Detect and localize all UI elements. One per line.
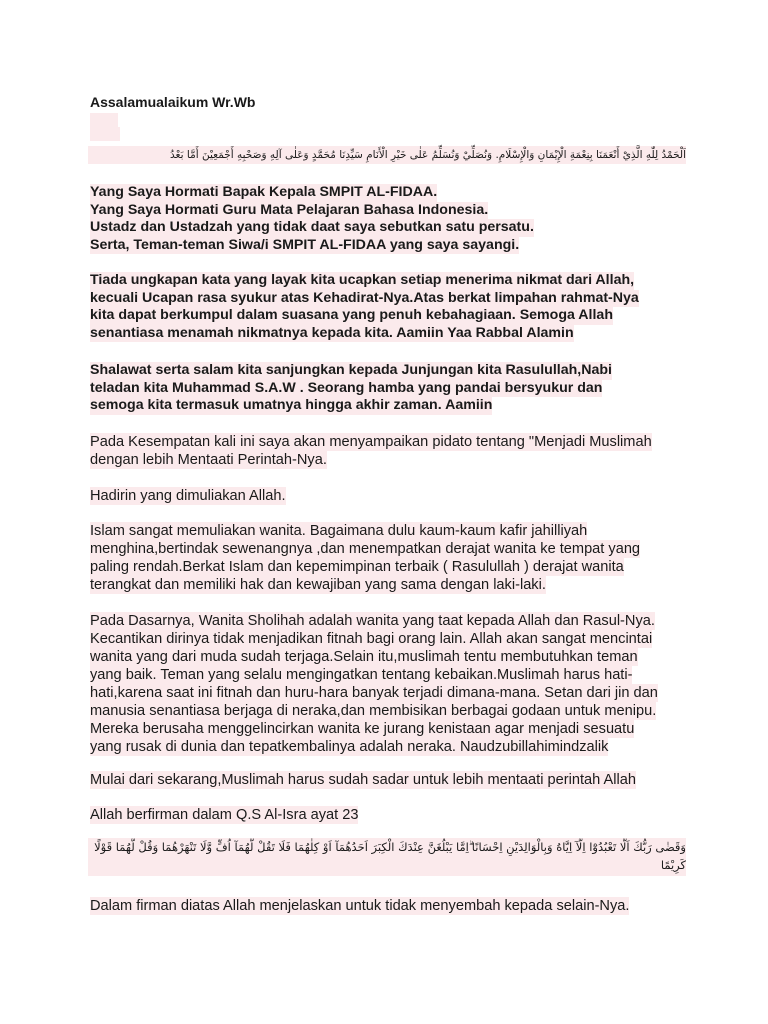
text-line: yang baik. Teman yang selalu mengingatkan tentang kebaikan.Muslimah harus hati- — [90, 667, 633, 683]
text-line: Mulai dari sekarang,Muslimah harus sudah sadar untuk lebih mentaati perintah Allah — [90, 772, 636, 788]
text-line: Pada Kesempatan kali ini saya akan menyampaikan pidato tentang "Menjadi Muslimah — [90, 434, 652, 450]
text-line: wanita yang dari muda sudah terjaga.Selain itu,muslimah tentu membutuhkan teman — [90, 649, 638, 665]
arabic-verse-al-isra-23: وَقَضٰى رَبُّكَ اَلَّا تَعْبُدُوْٓا اِلَّآ اِيَّاهُ وَبِالْوَالِدَيْنِ اِحْسَانًا ۗاِمَّا يَبْلُغَنَّ عِنْدَكَ الْكِبَرَ اَحَدُهُمَآ اَوْ كِلٰهُمَا فَلَا تَقُلْ لَّهُمَآ اُفٍّ وَّلَا تَنْهَرْهُمَا وَقُلْ لَّهُمَا قَوْلًا كَرِيْمًا — [88, 838, 686, 876]
text-line: kecuali Ucapan rasa syukur atas Kehadirat-Nya.Atas berkat limpahan rahmat-Nya — [90, 289, 639, 306]
text-line: Hadirin yang dimuliakan Allah. — [90, 488, 286, 504]
text-line: semoga kita termasuk umatnya hingga akhir zaman. Aamiin — [90, 397, 493, 413]
sholihah-paragraph — [90, 612, 686, 756]
text-line: dengan lebih Mentaati Perintah-Nya. — [90, 452, 327, 468]
text-line: Pada Dasarnya, Wanita Sholihah adalah wanita yang taat kepada Allah dan Rasul-Nya. — [90, 613, 655, 629]
text-line: menghina,bertindak sewenangnya ,dan menempatkan derajat wanita ke tempat yang — [90, 541, 641, 557]
text-line: hati,karena saat ini fitnah dan huru-hara banyak terjadi dimana-mana. Setan dari jin dan — [90, 685, 658, 701]
text-line: Shalawat serta salam kita sanjungkan kepada Junjungan kita Rasulullah,Nabi — [90, 362, 612, 378]
text-line: Serta, Teman-teman Siwa/i SMPIT AL-FIDAA yang saya sayangi. — [90, 236, 520, 253]
salutation-paragraph — [90, 184, 686, 254]
intro-paragraph — [90, 433, 686, 469]
text-line: Mereka berusaha menggelincirkan wanita ke jurang kenistaan agar menjadi sesuatu — [90, 721, 635, 737]
text-line: Yang Saya Hormati Bapak Kepala SMPIT AL-FIDAA. — [90, 184, 438, 200]
shalawat-paragraph — [90, 362, 686, 415]
text-line: Ustadz dan Ustadzah yang tidak daat saya sebutkan satu persatu. — [90, 219, 534, 235]
islam-women-paragraph — [90, 522, 686, 594]
text-line: yang rusak di dunia dan tepatkembalinya adalah neraka. Naudzubillahimindzalik — [90, 739, 609, 755]
text-line: manusia senantiasa berjaga di neraka,dan membisikan berbagai godaan untuk menipu. — [90, 703, 657, 719]
text-line: kita dapat berkumpul dalam suasana yang penuh kebahagiaan. Semoga Allah — [90, 307, 613, 323]
text-line: terangkat dan memiliki hak dan kewajiban yang sama dengan laki-laki. — [90, 577, 546, 593]
highlight-fragment — [90, 127, 120, 141]
conclusion-paragraph — [90, 897, 686, 915]
greeting: Assalamualaikum Wr.Wb — [90, 94, 256, 110]
gratitude-paragraph — [90, 272, 686, 342]
arabic-opening-prayer: اَلْحَمْدُ لِلّٰهِ الَّذِيْ أَنْعَمَنَا بِنِعْمَةِ الْإِيْمَانِ وَالْإِسْلَامِ. وَنُصَلِّيْ وَنُسَلِّمُ عَلٰى خَيْرِ الْأَنَامِ سَيِّدِنَا مُحَمَّدٍ وَعَلٰى آلِهِ وَصَحْبِهِ أَجْمَعِيْنَ أَمَّا بَعْدُ — [88, 146, 686, 164]
text-line: teladan kita Muhammad S.A.W . Seorang hamba yang pandai bersyukur dan — [90, 379, 603, 396]
text-line: Allah berfirman dalam Q.S Al-Isra ayat 23 — [90, 807, 359, 823]
audience-paragraph — [90, 487, 686, 505]
text-line: senantiasa menamah nikmatnya kepada kita. Aamiin Yaa Rabbal Alamin — [90, 324, 574, 341]
text-line: Tiada ungkapan kata yang layak kita ucapkan setiap menerima nikmat dari Allah, — [90, 272, 635, 288]
highlight-fragment — [90, 113, 118, 127]
verse-intro-paragraph — [90, 806, 686, 824]
text-line: paling rendah.Berkat Islam dan kepemimpinan terbaik ( Rasulullah ) derajat wanita — [90, 559, 624, 575]
start-now-paragraph — [90, 771, 686, 789]
text-line: Islam sangat memuliakan wanita. Bagaimana dulu kaum-kaum kafir jahilliyah — [90, 523, 588, 539]
text-line: Kecantikan dirinya tidak menjadikan fitnah bagi orang lain. Allah akan sangat mencintai — [90, 631, 653, 647]
text-line: Dalam firman diatas Allah menjelaskan untuk tidak menyembah kepada selain-Nya. — [90, 898, 630, 914]
text-line: Yang Saya Hormati Guru Mata Pelajaran Bahasa Indonesia. — [90, 201, 489, 218]
